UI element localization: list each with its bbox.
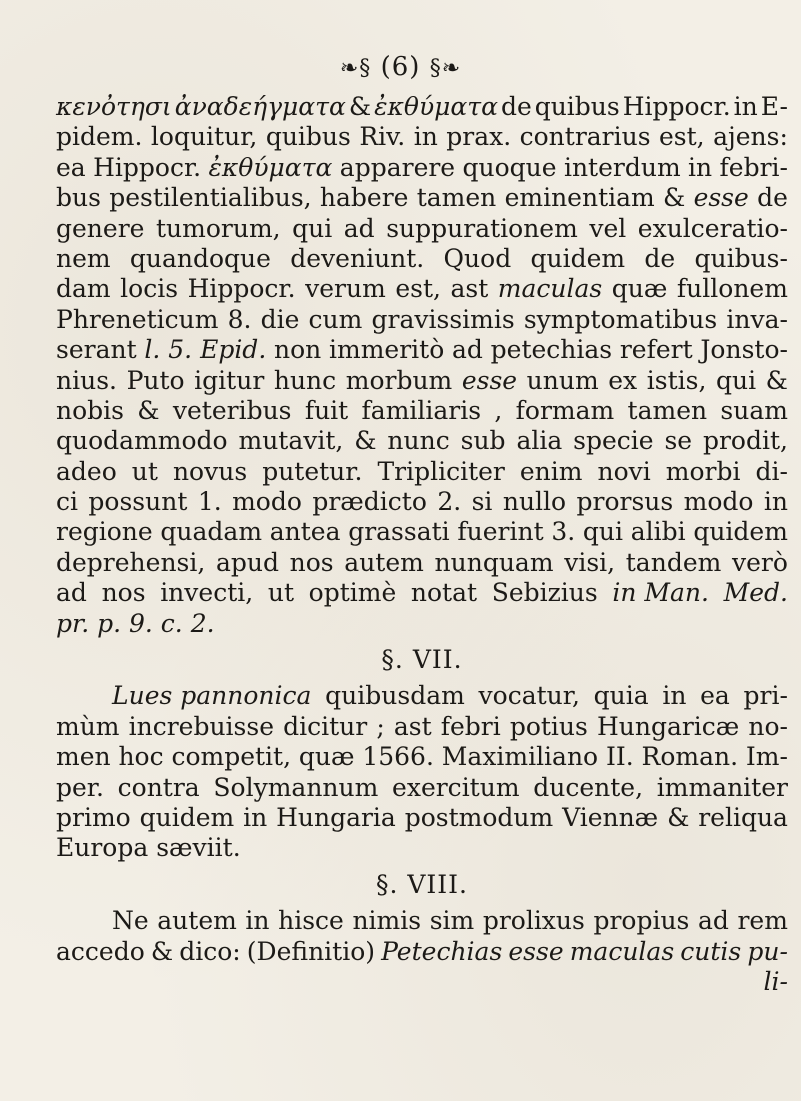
text-line [56, 122, 788, 152]
word: & [765, 365, 788, 395]
word: Jonsto- [700, 335, 788, 365]
text-line [56, 426, 788, 456]
word: & [663, 183, 686, 213]
word: dicitur [283, 711, 368, 741]
word: contra [117, 772, 200, 802]
text-line [56, 214, 788, 244]
word: petechias [490, 335, 613, 365]
word: verum [305, 274, 386, 304]
word: nunc [387, 426, 450, 456]
word: quæ [298, 742, 355, 772]
word: nunquam [434, 547, 554, 577]
word: Hippocr. [187, 274, 296, 304]
text-line [56, 274, 788, 304]
word: immeritò [329, 335, 445, 365]
word: quodammodo [56, 426, 228, 456]
word: novi [597, 456, 651, 486]
word: tamen [627, 395, 708, 425]
word: exercitum [392, 772, 520, 802]
word: ast [450, 274, 489, 304]
word: prædicto [312, 487, 427, 517]
word: Phreneticum [56, 304, 219, 334]
word: nem [56, 243, 111, 273]
word: ut [267, 578, 294, 608]
word: pestilentialibus, [109, 183, 312, 213]
paragraph-2-last-line [56, 833, 788, 863]
word: in [413, 122, 438, 152]
word: fuerint [457, 517, 544, 547]
word: hunc [273, 365, 337, 395]
word: l. 5. Epid. [144, 335, 267, 365]
text-line [56, 457, 788, 487]
word: ut [131, 456, 158, 486]
word: quidem [530, 243, 626, 273]
word: se [664, 426, 693, 456]
word: grassati [348, 517, 450, 547]
word: autem [344, 547, 424, 577]
word: est, [659, 122, 705, 152]
word: quibus [265, 122, 351, 152]
word: nimis [352, 906, 422, 936]
text-line [56, 773, 788, 803]
word: in [662, 681, 687, 711]
word: Puto [126, 365, 185, 395]
word: qui [582, 517, 623, 547]
word: Maximiliano [441, 742, 599, 772]
word: locis [120, 274, 179, 304]
word: fuit [304, 395, 349, 425]
word: notat [410, 578, 478, 608]
word: propius [593, 906, 690, 936]
word: hoc [118, 742, 164, 772]
word: ad [697, 906, 729, 936]
word: & [667, 803, 690, 832]
word: Riv. [359, 122, 406, 152]
word: genere [56, 213, 145, 243]
paragraph-1 [56, 92, 788, 609]
word: loquitur, [150, 122, 258, 152]
word: Petechias [381, 936, 503, 966]
word: Lues pannonica [112, 681, 312, 711]
word: si [471, 487, 493, 517]
word: igitur [194, 365, 265, 395]
word: invecti, [160, 578, 254, 608]
word: quandoque [129, 243, 271, 273]
paragraph-1-last-line [56, 609, 788, 639]
word: rem [737, 906, 788, 936]
word: esse [508, 936, 564, 966]
word: nullo [502, 487, 567, 517]
word: est, [395, 274, 441, 304]
word: adeo [56, 456, 117, 486]
word: formam [515, 395, 615, 425]
text-line [56, 366, 788, 396]
paragraph-3-first-line [56, 906, 788, 936]
word: eminentiam [504, 183, 655, 213]
paragraph-2 [56, 712, 788, 834]
word: in [243, 803, 268, 832]
word: deprehensi, [56, 547, 206, 577]
word: nobis [56, 395, 124, 425]
word: morbum [345, 365, 453, 395]
word: putetur. [262, 456, 363, 486]
text-line [56, 335, 788, 365]
word: Hippocr. [622, 92, 731, 121]
word: sim [429, 906, 475, 936]
word: Med. [723, 578, 788, 608]
word: specie [573, 426, 654, 456]
word: enim [519, 456, 583, 486]
word: E- [760, 92, 788, 121]
word: prax. [446, 122, 512, 152]
word: Hippocr. [93, 152, 202, 182]
paragraph-3-second-line [56, 937, 788, 967]
word: ex [608, 365, 638, 395]
word: quidem [139, 803, 235, 832]
word: quibus- [694, 243, 788, 273]
word: Sebizius [491, 578, 598, 608]
word: interdum [563, 152, 681, 182]
text-line [56, 803, 788, 833]
word: mùm [56, 711, 120, 741]
word: regione [56, 517, 153, 547]
word: autem [157, 906, 237, 936]
word: Roman. [641, 742, 739, 772]
word: quibusdam [325, 681, 465, 711]
word: visi, [564, 547, 616, 577]
word: optimè [308, 578, 397, 608]
text-line [56, 517, 788, 547]
word: 1. [197, 487, 222, 517]
word: reliqua [698, 803, 788, 832]
word: suam [720, 395, 788, 425]
word: increbuisse [128, 711, 275, 741]
word: sub [460, 426, 506, 456]
word: 8. [227, 304, 252, 334]
word: & [137, 395, 160, 425]
word: di- [755, 456, 788, 486]
text-line [56, 305, 788, 335]
word: quia [593, 681, 649, 711]
word: possunt [88, 487, 188, 517]
word: in Man. [612, 578, 709, 608]
word: in [763, 487, 788, 517]
paragraph-2-first-line [56, 681, 788, 711]
word: ad [56, 578, 87, 608]
word: bus [56, 183, 101, 213]
word: pri- [743, 681, 788, 711]
word: (Definitio) [246, 936, 376, 966]
word: cum [308, 304, 363, 334]
word: esse [693, 183, 749, 213]
text-line [56, 712, 788, 742]
word: prolixus [482, 906, 585, 936]
word: non [274, 335, 322, 365]
word: novus [172, 456, 248, 486]
word: hisce [278, 906, 344, 936]
word: nos [289, 547, 334, 577]
word: Viennæ [562, 803, 659, 832]
word: die [260, 304, 300, 334]
word: ἀναδεήγματα [174, 92, 346, 121]
word: primo [56, 803, 131, 832]
citation: pr. p. 9. c. 2. [56, 608, 215, 638]
word: nos [101, 578, 146, 608]
word: apud [215, 547, 279, 577]
word: Tripliciter [377, 456, 505, 486]
text-line [56, 548, 788, 578]
word: de [644, 243, 676, 273]
word: dam [56, 274, 111, 304]
page-header [0, 52, 801, 82]
text-line [56, 396, 788, 426]
word: alia [516, 426, 563, 456]
word: ducente, [533, 772, 644, 802]
word: κενὀτησι [56, 92, 172, 121]
word: qui [715, 365, 757, 395]
word: & [354, 426, 377, 456]
word: ea [700, 681, 730, 711]
word: de [757, 183, 788, 213]
word: in [245, 906, 270, 936]
word: familiaris [361, 395, 482, 425]
word: de [500, 92, 532, 121]
word: potius [509, 711, 588, 741]
word: apparere [339, 152, 456, 182]
word: vel [589, 213, 627, 243]
word: symptomatibus [523, 304, 718, 334]
word: quibus [534, 92, 620, 121]
word: modo [232, 487, 302, 517]
word: immaniter [656, 772, 788, 802]
ornament-left: ❧§ [339, 56, 372, 81]
ornament-right: §❧ [429, 56, 462, 81]
word: in [688, 152, 713, 182]
word: vocatur, [478, 681, 580, 711]
word: quoque [462, 152, 557, 182]
word: serant [56, 335, 137, 365]
text-line [56, 487, 788, 517]
word: ea [56, 152, 86, 182]
word: prorsus [576, 487, 674, 517]
text-line [56, 92, 788, 122]
text-line [56, 183, 788, 213]
word: quidem [693, 517, 788, 547]
word: esse [461, 365, 518, 395]
word: istis, [646, 365, 707, 395]
word: fullonem [676, 274, 788, 304]
word: 1566. [362, 742, 434, 772]
text-line: Europa sæviit. [56, 833, 241, 863]
word: ἐκθύματα [374, 92, 498, 121]
body-text [56, 92, 788, 997]
word: verò [731, 547, 788, 577]
word: ci [56, 487, 78, 517]
word: febri [440, 711, 501, 741]
word: & [348, 92, 372, 121]
word: unum [526, 365, 599, 395]
word: quæ [611, 274, 668, 304]
word: habere [319, 183, 409, 213]
word: pu- [747, 936, 788, 966]
word: antea [269, 517, 341, 547]
word: postmodum [404, 803, 554, 832]
word: II. [605, 742, 634, 772]
word: febri- [719, 152, 788, 182]
word: tumorum, [155, 213, 281, 243]
word: maculas [497, 274, 603, 304]
word: accedo [56, 936, 145, 966]
word: Solymannum [213, 772, 379, 802]
word: 3. [551, 517, 576, 547]
section-heading-7: §. VII. [381, 645, 463, 675]
text-line [56, 244, 788, 274]
word: Im- [745, 742, 788, 772]
word: morbi [665, 456, 741, 486]
word: exulceratio- [637, 213, 788, 243]
word: ajens: [713, 122, 788, 152]
word: veteribus [172, 395, 292, 425]
word: refert [619, 335, 693, 365]
word: ad [451, 335, 483, 365]
catchword: li- [763, 966, 788, 996]
word: no- [748, 711, 788, 741]
word: gravissimis [371, 304, 515, 334]
word: ad [343, 213, 375, 243]
word: cutis [680, 936, 742, 966]
word: pidem. [56, 122, 143, 152]
word: , [494, 395, 503, 425]
word: maculas [569, 936, 675, 966]
word: alibi [630, 517, 686, 547]
word: mutavit, [238, 426, 344, 456]
section-heading-8: §. VIII. [375, 869, 469, 899]
word: 2. [437, 487, 462, 517]
word: contrarius [519, 122, 651, 152]
word: qui [292, 213, 333, 243]
word: tamen [416, 183, 497, 213]
word: in [733, 92, 758, 121]
word: Hungaricæ [596, 711, 740, 741]
text-line [56, 742, 788, 772]
text-line [56, 578, 788, 608]
word: per. [56, 772, 104, 802]
text-line [56, 153, 788, 183]
word: men [56, 742, 111, 772]
word: ; [376, 711, 385, 741]
page-number: (6) [380, 52, 421, 82]
word: dico: [179, 936, 241, 966]
word: deveniunt. [290, 243, 425, 273]
word: modo [683, 487, 754, 517]
word: tandem [625, 547, 722, 577]
word: Hungaria [276, 803, 396, 832]
word: prodit, [702, 426, 788, 456]
word: ἐκθύματα [208, 152, 333, 182]
word: nius. [56, 365, 117, 395]
word: quadam [160, 517, 263, 547]
word: competit, [171, 742, 292, 772]
word: suppurationem [386, 213, 578, 243]
word: ast [393, 711, 432, 741]
word: inva- [726, 304, 788, 334]
word: & [150, 936, 174, 966]
word: Quod [443, 243, 512, 273]
catchword-line [56, 967, 788, 997]
word: Ne [112, 906, 149, 936]
